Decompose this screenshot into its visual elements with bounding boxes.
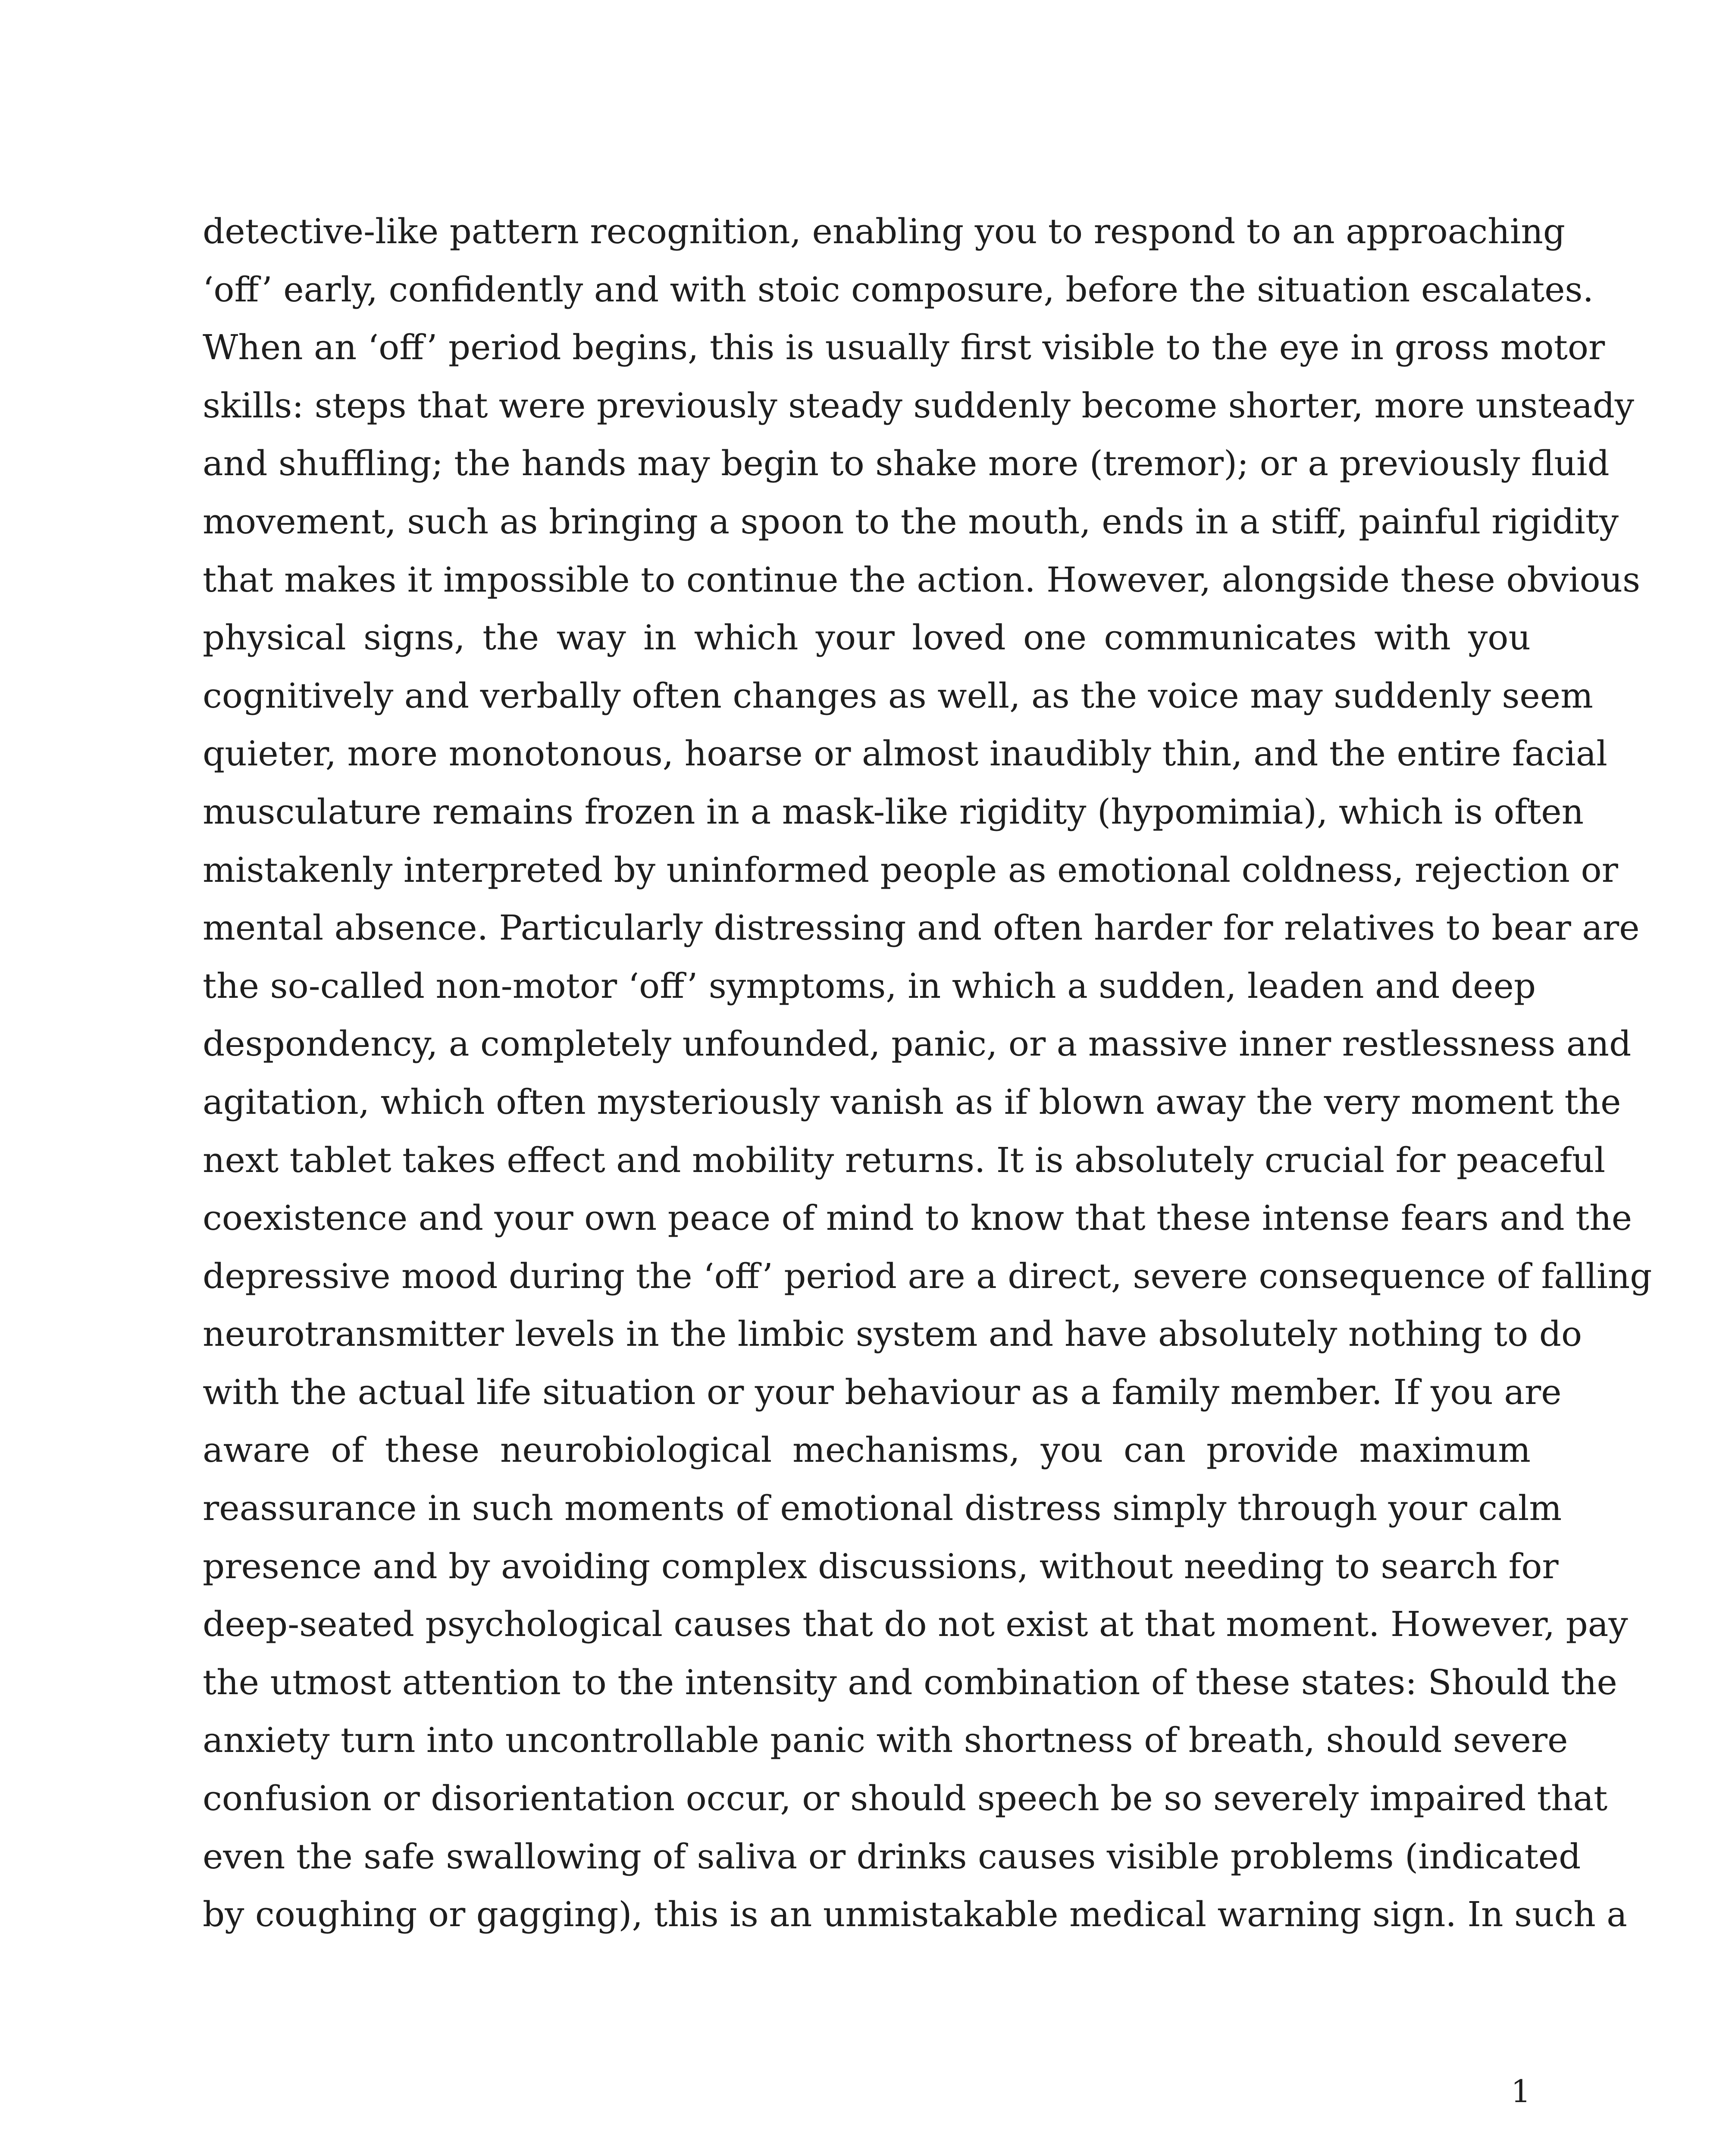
text-line: movement, such as bringing a spoon to the mouth, ends in a stiff, painful rigidity [203, 501, 1619, 542]
text-line: confusion or disorientation occur, or should speech be so severely impaired that [203, 1778, 1608, 1819]
text-line: physical signs, the way in which your loved one communicates with you [203, 617, 1531, 658]
text-line: musculature remains frozen in a mask-like rigidity (hypomimia), which is often [203, 791, 1584, 832]
text-line: mistakenly interpreted by uninformed people as emotional coldness, rejection or [203, 849, 1618, 890]
text-line: agitation, which often mysteriously vanish as if blown away the very moment the [203, 1081, 1621, 1122]
text-line: cognitively and verbally often changes as well, as the voice may suddenly seem [203, 675, 1593, 716]
text-line: by coughing or gagging), this is an unmistakable medical warning sign. In such a [203, 1894, 1627, 1935]
text-line: next tablet takes effect and mobility returns. It is absolutely crucial for peaceful [203, 1140, 1606, 1180]
text-line: even the safe swallowing of saliva or drinks causes visible problems (indicated [203, 1836, 1581, 1877]
text-line: deep-seated psychological causes that do not exist at that moment. However, pay [203, 1604, 1628, 1645]
text-line: that makes it impossible to continue the action. However, alongside these obvious [203, 559, 1641, 600]
text-line: aware of these neurobiological mechanisms, you can provide maximum [203, 1430, 1531, 1470]
text-line: despondency, a completely unfounded, panic, or a massive inner restlessness and [203, 1024, 1632, 1064]
text-line: presence and by avoiding complex discussions, without needing to search for [203, 1546, 1559, 1586]
text-line: quieter, more monotonous, hoarse or almost inaudibly thin, and the entire facial [203, 733, 1607, 774]
text-line: depressive mood during the ‘off’ period are a direct, severe consequence of falling [203, 1256, 1652, 1296]
text-line: When an ‘off’ period begins, this is usually first visible to the eye in gross motor [203, 327, 1605, 368]
text-line: coexistence and your own peace of mind to know that these intense fears and the [203, 1198, 1632, 1238]
text-line: mental absence. Particularly distressing and often harder for relatives to bear are [203, 908, 1640, 948]
text-line: the utmost attention to the intensity and combination of these states: Should the [203, 1662, 1617, 1702]
text-line: with the actual life situation or your behaviour as a family member. If you are [203, 1372, 1562, 1412]
text-line: reassurance in such moments of emotional distress simply through your calm [203, 1488, 1562, 1529]
text-line: detective-like pattern recognition, enabling you to respond to an approaching [203, 211, 1566, 251]
text-line: neurotransmitter levels in the limbic system and have absolutely nothing to do [203, 1314, 1582, 1354]
text-line: and shuffling; the hands may begin to shake more (tremor); or a previously fluid [203, 443, 1610, 484]
text-line: skills: steps that were previously steady suddenly become shorter, more unsteady [203, 385, 1635, 426]
page-number: 1 [1511, 2073, 1531, 2109]
body-paragraph [203, 203, 1652, 1944]
text-line: anxiety turn into uncontrollable panic with shortness of breath, should severe [203, 1720, 1568, 1761]
text-line: ‘off’ early, confidently and with stoic composure, before the situation escalates. [203, 269, 1594, 310]
text-line: the so-called non-motor ‘off’ symptoms, in which a sudden, leaden and deep [203, 965, 1536, 1006]
